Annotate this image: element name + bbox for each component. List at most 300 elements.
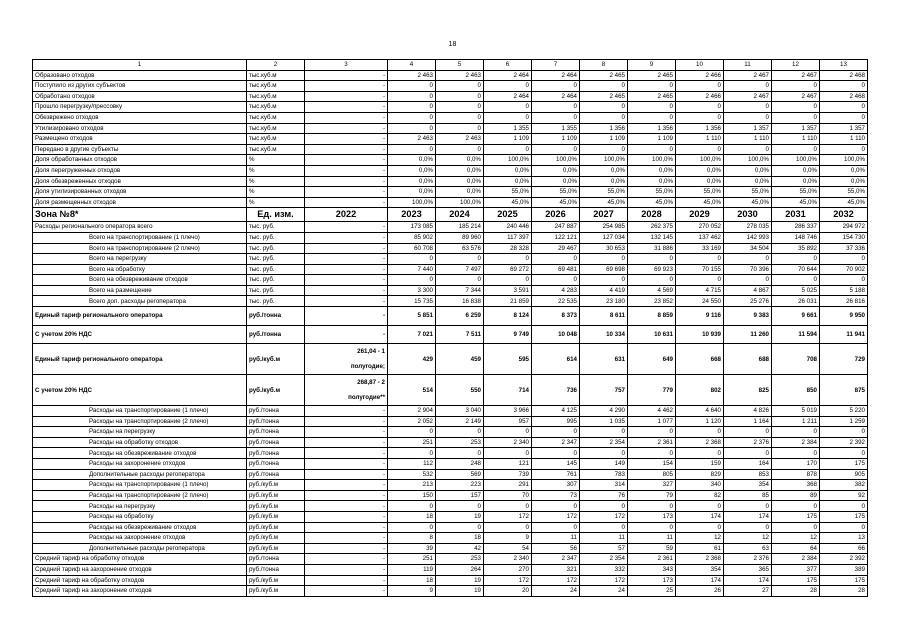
value-cell: 736 [532,375,580,406]
value-cell: 28 328 [484,243,532,254]
value-cell: 0 [436,254,484,265]
value-cell: 0 [388,501,436,512]
value-cell: 0 [580,81,628,92]
row-unit: руб./тонна [247,554,305,565]
table-row [33,533,868,544]
value-cell: 9 950 [820,307,868,326]
value-cell: 24 [532,586,580,597]
value-cell: 825 [724,375,772,406]
value-cell: 2 468 [820,91,868,102]
table-row [33,264,868,275]
value-cell: 0 [532,112,580,123]
row-label: Единый тариф регионального оператора [33,344,247,375]
value-cell: 0,0% [724,176,772,187]
value-cell: 18 [388,575,436,586]
value-cell: 262 375 [628,222,676,233]
row-unit: руб./куб.м [247,522,305,533]
value-cell: 2 368 [676,437,724,448]
value-cell: 2 466 [676,91,724,102]
value-cell: 12 [772,533,820,544]
value-cell: 70 644 [772,264,820,275]
value-cell: 327 [628,480,676,491]
value-cell: 174 [676,512,724,523]
row-base-value: - [305,406,388,417]
year-header: 2028 [628,208,676,222]
value-cell: 9 [484,533,532,544]
value-cell: 1 356 [628,123,676,134]
value-cell: 24 550 [676,296,724,307]
value-cell: 164 [724,459,772,470]
row-base-value: - [305,307,388,326]
value-cell: 0 [484,144,532,155]
value-cell: 761 [532,469,580,480]
value-cell: 875 [820,375,868,406]
year-header: 2029 [676,208,724,222]
value-cell: 0 [388,144,436,155]
row-unit: % [247,197,305,208]
year-header: 2025 [484,208,532,222]
value-cell: 19 [436,512,484,523]
value-cell: 631 [580,344,628,375]
value-cell: 142 993 [724,232,772,243]
value-cell: 69 481 [532,264,580,275]
value-cell: 100,0% [772,155,820,166]
row-period-note [305,375,388,406]
value-cell: 365 [724,564,772,575]
value-cell: 174 [724,575,772,586]
column-number: 4 [388,60,436,71]
value-cell: 294 972 [820,222,868,233]
value-cell: 0 [580,427,628,438]
value-cell: 61 [676,543,724,554]
row-label: Доля утилизированных отходов [33,187,247,198]
value-cell: 377 [772,564,820,575]
value-cell: 2 467 [772,70,820,81]
value-cell: 85 902 [388,232,436,243]
table-row [33,165,868,176]
value-cell: 69 698 [580,264,628,275]
value-cell: 2 384 [772,437,820,448]
value-cell: 56 [532,543,580,554]
value-cell: 11 941 [820,325,868,344]
table-row [33,490,868,501]
value-cell: 251 [388,554,436,565]
value-cell: 12 [724,533,772,544]
period-note-line: полугодие** [348,394,385,402]
value-cell: 64 [772,543,820,554]
year-header: 2024 [436,208,484,222]
row-base-value: - [305,232,388,243]
table-row [33,243,868,254]
value-cell: 42 [436,543,484,554]
value-cell: 0 [628,81,676,92]
value-cell: 0,0% [772,176,820,187]
value-cell: 0 [772,102,820,113]
value-cell: 1 110 [676,134,724,145]
row-label: Расходы на перегрузку [33,427,247,438]
year-header: 2031 [772,208,820,222]
row-base-value: - [305,296,388,307]
value-cell: 0 [436,275,484,286]
period-note-line: 268,87 - 2 [357,379,385,387]
value-cell: 459 [436,344,484,375]
year-header: 2022 [305,208,388,222]
value-cell: 34 504 [724,243,772,254]
row-base-value: - [305,81,388,92]
value-cell: 1 164 [724,416,772,427]
value-cell: 0 [436,81,484,92]
value-cell: 2 392 [820,437,868,448]
value-cell: 173 [628,575,676,586]
value-cell: 1 110 [724,134,772,145]
value-cell: 100,0% [532,155,580,166]
value-cell: 22 535 [532,296,580,307]
value-cell: 0 [580,102,628,113]
row-label: Доля обработанных отходов [33,155,247,166]
row-unit: руб./тонна [247,564,305,575]
row-label: Расходы на обработку [33,512,247,523]
row-unit: тыс. руб. [247,222,305,233]
value-cell: 9 749 [484,325,532,344]
unit-header: Ед. изм. [247,208,305,222]
value-cell: 15 735 [388,296,436,307]
row-unit: руб./куб.м [247,480,305,491]
table-row [33,144,868,155]
value-cell: 240 446 [484,222,532,233]
value-cell: 0,0% [436,176,484,187]
row-unit: тыс.куб.м [247,123,305,134]
value-cell: 79 [628,490,676,501]
value-cell: 8 373 [532,307,580,326]
value-cell: 18 [436,533,484,544]
value-cell: 4 462 [628,406,676,417]
value-cell: 270 052 [676,222,724,233]
row-unit: руб./куб.м [247,533,305,544]
value-cell: 89 960 [436,232,484,243]
row-unit: тыс. руб. [247,264,305,275]
value-cell: 100,0% [628,155,676,166]
value-cell: 0 [724,81,772,92]
value-cell: 0 [676,112,724,123]
table-row [33,187,868,198]
period-note-line: полугодие; [350,363,385,371]
value-cell: 8 124 [484,307,532,326]
value-cell: 2 465 [628,91,676,102]
value-cell: 45,0% [676,197,724,208]
value-cell: 0 [436,522,484,533]
value-cell: 514 [388,375,436,406]
value-cell: 223 [436,480,484,491]
value-cell: 2 465 [580,70,628,81]
value-cell: 668 [676,344,724,375]
value-cell: 0 [484,102,532,113]
value-cell: 382 [820,480,868,491]
value-cell: 340 [676,480,724,491]
value-cell: 5 019 [772,406,820,417]
value-cell: 550 [436,375,484,406]
value-cell: 45,0% [772,197,820,208]
value-cell: 0 [772,275,820,286]
value-cell: 121 [484,459,532,470]
row-base-value: - [305,70,388,81]
value-cell: 2 464 [532,91,580,102]
column-number: 10 [676,60,724,71]
value-cell: 175 [772,512,820,523]
table-row [33,437,868,448]
row-base-value: - [305,586,388,597]
value-cell: 0 [532,102,580,113]
value-cell: 2 376 [724,554,772,565]
table-row [33,575,868,586]
value-cell: 0 [676,501,724,512]
value-cell: 708 [772,344,820,375]
value-cell: 2 463 [388,70,436,81]
row-label: Средний тариф на обработку отходов [33,575,247,586]
value-cell: 0 [772,427,820,438]
row-label: Средний тариф на захоронение отходов [33,564,247,575]
value-cell: 2 467 [724,70,772,81]
table-row [33,134,868,145]
row-unit: тыс.куб.м [247,91,305,102]
value-cell: 0,0% [580,165,628,176]
value-cell: 73 [532,490,580,501]
row-base-value: - [305,522,388,533]
row-label: Всего на обработку [33,264,247,275]
value-cell: 0 [436,501,484,512]
value-cell: 0 [388,522,436,533]
value-cell: 149 [580,459,628,470]
value-cell: 45,0% [820,197,868,208]
value-cell: 248 [436,459,484,470]
value-cell: 55,0% [676,187,724,198]
value-cell: 2 465 [580,91,628,102]
value-cell: 2 464 [484,70,532,81]
value-cell: 7 497 [436,264,484,275]
value-cell: 172 [484,512,532,523]
value-cell: 0 [820,254,868,265]
value-cell: 4 125 [532,406,580,417]
value-cell: 3 591 [484,285,532,296]
row-label: Расходы на транспортирование (2 плечо) [33,490,247,501]
value-cell: 0 [676,448,724,459]
value-cell: 0,0% [676,176,724,187]
column-number: 13 [820,60,868,71]
value-cell: 4 715 [676,285,724,296]
value-cell: 0 [532,448,580,459]
value-cell: 7 021 [388,325,436,344]
value-cell: 112 [388,459,436,470]
value-cell: 253 [436,554,484,565]
table-row [33,586,868,597]
row-label: Доля обезвреженных отходов [33,176,247,187]
value-cell: 0 [436,448,484,459]
value-cell: 1 035 [580,416,628,427]
value-cell: 0 [724,522,772,533]
row-unit: руб./тонна [247,416,305,427]
value-cell: 1 109 [628,134,676,145]
value-cell: 0,0% [388,155,436,166]
value-cell: 0 [484,501,532,512]
row-label: Расходы на захоронение отходов [33,459,247,470]
value-cell: 0 [772,254,820,265]
table-row [33,480,868,491]
table-row [33,469,868,480]
value-cell: 175 [820,512,868,523]
value-cell: 8 [388,533,436,544]
value-cell: 714 [484,375,532,406]
value-cell: 739 [484,469,532,480]
value-cell: 2 361 [628,437,676,448]
value-cell: 0 [436,427,484,438]
row-unit: тыс.куб.м [247,112,305,123]
value-cell: 7 440 [388,264,436,275]
value-cell: 2 465 [628,70,676,81]
value-cell: 7 344 [436,285,484,296]
table-row [33,232,868,243]
row-base-value: - [305,187,388,198]
row-base-value: - [305,469,388,480]
value-cell: 0 [628,254,676,265]
value-cell: 0 [580,275,628,286]
value-cell: 19 [436,586,484,597]
value-cell: 175 [772,575,820,586]
value-cell: 0 [484,81,532,92]
row-label: Поступило из других субъектов [33,81,247,92]
table-row [33,501,868,512]
value-cell: 614 [532,344,580,375]
value-cell: 0,0% [820,176,868,187]
value-cell: 0 [628,144,676,155]
value-cell: 213 [388,480,436,491]
value-cell: 2 464 [484,91,532,102]
value-cell: 9 661 [772,307,820,326]
value-cell: 429 [388,344,436,375]
row-label: Дополнительные расходы регоператора [33,469,247,480]
value-cell: 0 [628,427,676,438]
row-base-value: - [305,285,388,296]
value-cell: 45,0% [724,197,772,208]
value-cell: 69 272 [484,264,532,275]
row-unit: % [247,165,305,176]
value-cell: 2 376 [724,437,772,448]
row-label: Прошло перегрузку/прессовку [33,102,247,113]
year-header: 2023 [388,208,436,222]
value-cell: 172 [484,575,532,586]
value-cell: 0 [772,501,820,512]
value-cell: 0 [628,275,676,286]
value-cell: 175 [820,575,868,586]
value-cell: 291 [484,480,532,491]
table-row [33,296,868,307]
table-row [33,275,868,286]
row-unit: руб./куб.м [247,512,305,523]
value-cell: 0 [772,448,820,459]
zone-title: Зона №8* [33,208,247,222]
value-cell: 251 [388,437,436,448]
value-cell: 55,0% [484,187,532,198]
value-cell: 2 340 [484,437,532,448]
value-cell: 2 368 [676,554,724,565]
row-label: Размещено отходов [33,134,247,145]
value-cell: 0 [724,275,772,286]
value-cell: 92 [820,490,868,501]
year-header: 2027 [580,208,628,222]
row-base-value: - [305,575,388,586]
value-cell: 1 109 [484,134,532,145]
value-cell: 30 653 [580,243,628,254]
value-cell: 172 [532,575,580,586]
row-label: Расходы на обезвреживание отходов [33,448,247,459]
value-cell: 0,0% [436,155,484,166]
row-unit: руб./тонна [247,406,305,417]
value-cell: 1 120 [676,416,724,427]
value-cell: 0 [388,81,436,92]
value-cell: 76 [580,490,628,501]
row-label: Передано в другие субъекты [33,144,247,155]
row-unit: руб./тонна [247,459,305,470]
value-cell: 10 048 [532,325,580,344]
column-number: 9 [628,60,676,71]
value-cell: 0 [724,102,772,113]
value-cell: 0 [388,275,436,286]
period-note-line: 261,04 - 1 [357,348,385,356]
value-cell: 0,0% [388,176,436,187]
value-cell: 28 [772,586,820,597]
table-row [33,459,868,470]
value-cell: 829 [676,469,724,480]
column-number: 6 [484,60,532,71]
value-cell: 314 [580,480,628,491]
value-cell: 100,0% [820,155,868,166]
value-cell: 247 887 [532,222,580,233]
row-unit: руб./тонна [247,469,305,480]
value-cell: 1 211 [772,416,820,427]
value-cell: 0 [820,275,868,286]
value-cell: 278 035 [724,222,772,233]
row-label: Утилизировано отходов [33,123,247,134]
row-base-value: - [305,144,388,155]
value-cell: 0 [724,427,772,438]
row-label: Расходы на транспортирование (2 плечо) [33,416,247,427]
value-cell: 55,0% [628,187,676,198]
value-cell: 5 025 [772,285,820,296]
value-cell: 3 040 [436,406,484,417]
value-cell: 2 467 [772,91,820,102]
value-cell: 9 383 [724,307,772,326]
value-cell: 159 [676,459,724,470]
row-base-value: - [305,264,388,275]
value-cell: 254 985 [580,222,628,233]
value-cell: 3 300 [388,285,436,296]
value-cell: 0 [484,112,532,123]
value-cell: 0 [676,427,724,438]
value-cell: 0,0% [724,165,772,176]
value-cell: 2 463 [388,134,436,145]
value-cell: 119 [388,564,436,575]
value-cell: 850 [772,375,820,406]
row-unit: тыс.куб.м [247,134,305,145]
value-cell: 172 [580,512,628,523]
value-cell: 0 [820,501,868,512]
table-row [33,564,868,575]
row-label: Доля размещенных отходов [33,197,247,208]
value-cell: 23 180 [580,296,628,307]
value-cell: 595 [484,344,532,375]
value-cell: 100,0% [388,197,436,208]
row-label: Всего доп. расходы регоператора [33,296,247,307]
value-cell: 2 384 [772,554,820,565]
value-cell: 0 [676,522,724,533]
